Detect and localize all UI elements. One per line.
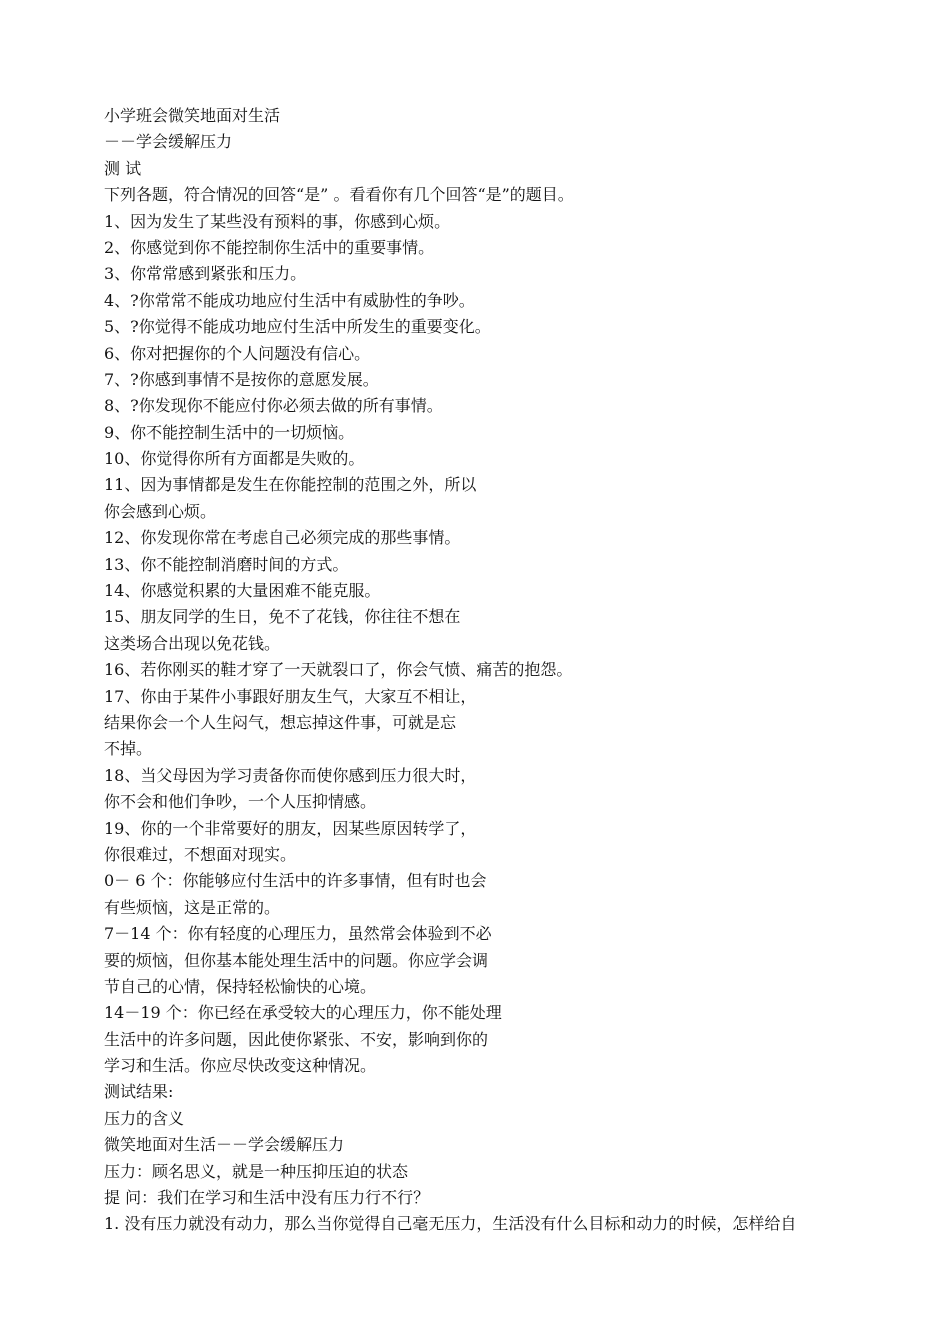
score-range-14-19-cont-1: 生活中的许多问题，因此使你紧张、不安，影响到你的: [104, 1029, 489, 1049]
question-5: 5、?你觉得不能成功地应付生活中所发生的重要变化。: [104, 317, 491, 337]
question-11-cont: 你会感到心烦。: [104, 501, 217, 521]
question-9: 9、你不能控制生活中的一切烦恼。: [104, 422, 355, 442]
score-range-14-19-cont-2: 学习和生活。你应尽快改变这种情况。: [104, 1056, 377, 1076]
question-19: 19、你的一个非常要好的朋友，因某些原因转学了，: [104, 818, 477, 838]
answer-point-1: 1. 没有压力就没有动力，那么当你觉得自己毫无压力，生活没有什么目标和动力的时候，怎样给自: [104, 1214, 797, 1234]
question-1: 1、因为发生了某些没有预料的事，你感到心烦。: [104, 211, 451, 231]
question-4: 4、?你常常不能成功地应付生活中有威胁性的争吵。: [104, 290, 475, 310]
question-19-cont: 你很难过，不想面对现实。: [104, 844, 297, 864]
section-heading-test: 测 试: [104, 158, 142, 178]
question-17: 17、你由于某件小事跟好朋友生气，大家互不相让，: [104, 686, 477, 706]
question-18-cont: 你不会和他们争吵，一个人压抑情感。: [104, 792, 377, 812]
question-10: 10、你觉得你所有方面都是失败的。: [104, 449, 365, 469]
question-8: 8、?你发现你不能应付你必须去做的所有事情。: [104, 396, 443, 416]
question-15: 15、朋友同学的生日，免不了花钱，你往往不想在: [104, 607, 461, 627]
question-13: 13、你不能控制消磨时间的方式。: [104, 554, 349, 574]
score-range-0-6: 0－ 6 个：你能够应付生活中的许多事情，但有时也会: [104, 871, 487, 891]
instruction-line: 下列各题，符合情况的回答“是” 。看看你有几个回答“是”的题目。: [104, 185, 574, 205]
section-title-line: 微笑地面对生活－－学会缓解压力: [104, 1135, 345, 1155]
question-15-cont: 这类场合出现以免花钱。: [104, 633, 281, 653]
pressure-meaning-heading: 压力的含义: [104, 1108, 185, 1128]
question-16: 16、若你刚买的鞋才穿了一天就裂口了，你会气愤、痛苦的抱怨。: [104, 660, 573, 680]
score-range-7-14-cont-2: 节自己的心情，保持轻松愉快的心境。: [104, 976, 377, 996]
subtitle-line: －－学会缓解压力: [104, 132, 233, 152]
question-prompt: 提 问：我们在学习和生活中没有压力行不行？: [104, 1188, 430, 1208]
score-range-7-14-cont-1: 要的烦恼，但你基本能处理生活中的问题。你应学会调: [104, 950, 489, 970]
question-18: 18、当父母因为学习责备你而使你感到压力很大时，: [104, 765, 477, 785]
title-line: 小学班会微笑地面对生活: [104, 106, 281, 125]
question-3: 3、你常常感到紧张和压力。: [104, 264, 307, 284]
question-7: 7、?你感到事情不是按你的意愿发展。: [104, 369, 379, 389]
question-17-cont-1: 结果你会一个人生闷气，想忘掉这件事，可就是忘: [104, 712, 457, 732]
score-range-0-6-cont: 有些烦恼，这是正常的。: [104, 897, 281, 917]
score-range-7-14: 7－14 个：你有轻度的心理压力，虽然常会体验到不必: [104, 924, 492, 944]
score-range-14-19: 14－19 个：你已经在承受较大的心理压力，你不能处理: [104, 1003, 502, 1023]
pressure-definition: 压力：顾名思义，就是一种压抑压迫的状态: [104, 1161, 409, 1181]
question-17-cont-2: 不掉。: [104, 739, 153, 759]
question-14: 14、你感觉积累的大量困难不能克服。: [104, 581, 381, 601]
question-12: 12、你发现你常在考虑自己必须完成的那些事情。: [104, 528, 461, 548]
question-2: 2、你感觉到你不能控制你生活中的重要事情。: [104, 237, 435, 257]
question-6: 6、你对把握你的个人问题没有信心。: [104, 343, 371, 363]
test-results-heading: 测试结果:: [104, 1082, 174, 1102]
question-11: 11、因为事情都是发生在你能控制的范围之外，所以: [104, 475, 477, 495]
document-body: [104, 103, 864, 1238]
